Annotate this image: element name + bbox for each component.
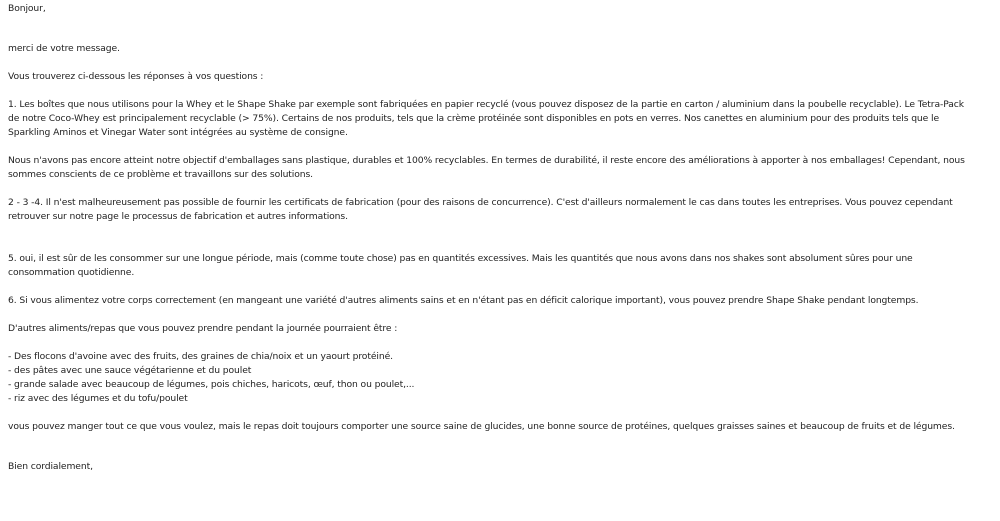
closing-line: Bien cordialement, bbox=[8, 461, 93, 472]
meal-list-item: - riz avec des légumes et du tofu/poulet bbox=[8, 393, 188, 404]
greeting: Bonjour, bbox=[8, 3, 46, 14]
packaging-line: Nous n'avons pas encore atteint notre objectif d'emballages sans plastique, durables et 100% recyclables. En termes de durabilité, il reste encore des améliorations à apporter à nos emballages! Cependant, nous bbox=[8, 155, 965, 166]
meals-intro-line: D'autres aliments/repas que vous pouvez prendre pendant la journée pourraient être : bbox=[8, 323, 398, 334]
meal-list-item: - grande salade avec beaucoup de légumes, pois chiches, haricots, œuf, thon ou poulet,... bbox=[8, 379, 415, 390]
meal-list-item: - Des flocons d'avoine avec des fruits, des graines de chia/noix et un yaourt protéiné. bbox=[8, 351, 393, 362]
packaging-line: sommes conscients de ce problème et travaillons sur des solutions. bbox=[8, 169, 314, 180]
thanks-line: merci de votre message. bbox=[8, 43, 120, 54]
answer-6-line: 6. Si vous alimentez votre corps correctement (en mangeant une variété d'autres aliments sains et en n'étant pas en déficit calorique important), vous pouvez prendre Shape Shake pendant longtemps. bbox=[8, 295, 919, 306]
answer-234-line: 2 - 3 -4. Il n'est malheureusement pas possible de fournir les certificats de fabrication (pour des raisons de concurrence). C'est d'ailleurs normalement le cas dans toutes les entreprises. Vous pouvez cependant bbox=[8, 197, 953, 208]
answer-1-line: de notre Coco-Whey est principalement recyclable (> 75%). Certains de nos produits, tels que la crème protéinée sont disponibles en pots en verres. Nos canettes en aluminium pour des produits tels que le bbox=[8, 113, 940, 124]
answer-1-line: 1. Les boîtes que nous utilisons pour la Whey et le Shape Shake par exemple sont fabriquées en papier recyclé (vous pouvez disposez de la partie en carton / aluminium dans la poubelle recyclable). Le Tetra-Pack bbox=[8, 99, 964, 110]
advice-line: vous pouvez manger tout ce que vous voulez, mais le repas doit toujours comporter une source saine de glucides, une bonne source de protéines, quelques graisses saines et beaucoup de fruits et de légumes. bbox=[8, 421, 955, 432]
answer-5-line: 5. oui, il est sûr de les consommer sur une longue période, mais (comme toute chose) pas en quantités excessives. Mais les quantités que nous avons dans nos shakes sont absolument sûres pour une bbox=[8, 253, 913, 264]
answer-234-line: retrouver sur notre page le processus de fabrication et autres informations. bbox=[8, 211, 348, 222]
meal-list-item: - des pâtes avec une sauce végétarienne et du poulet bbox=[8, 365, 252, 376]
answer-5-line: consommation quotidienne. bbox=[8, 267, 135, 278]
intro-line: Vous trouverez ci-dessous les réponses à vos questions : bbox=[8, 71, 264, 82]
answer-1-line: Sparkling Aminos et Vinegar Water sont intégrées au système de consigne. bbox=[8, 127, 348, 138]
